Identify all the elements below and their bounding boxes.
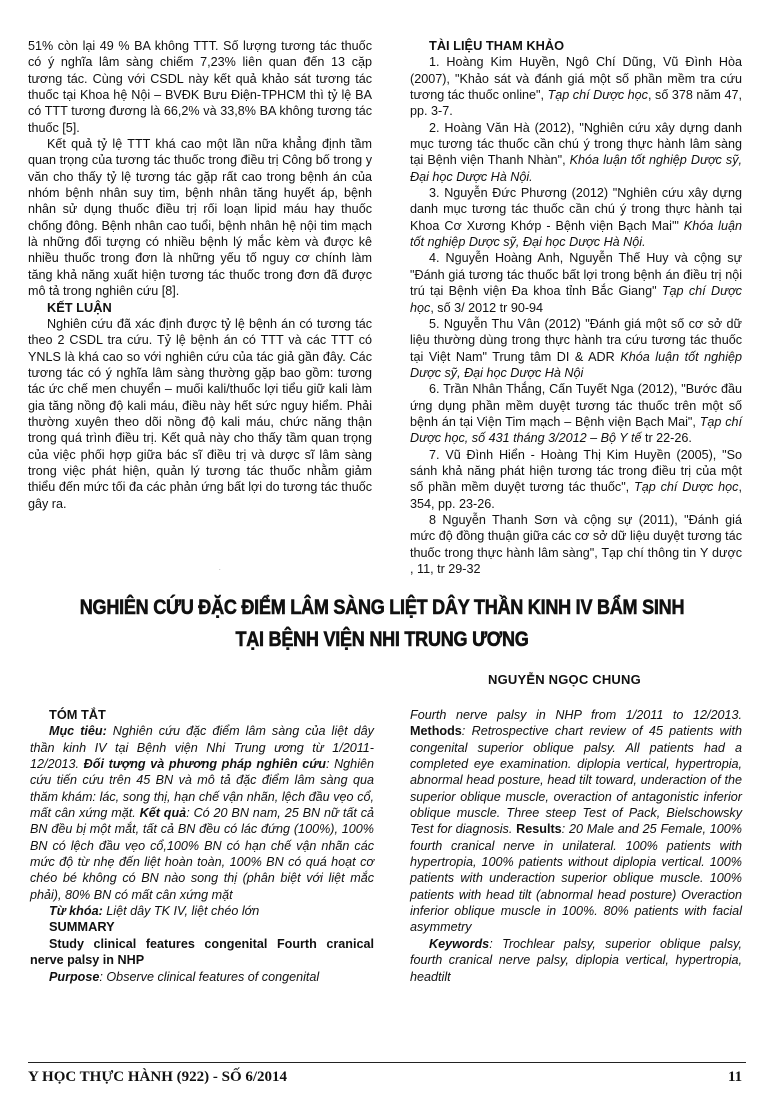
text-run: : Observe clinical features of congenital bbox=[99, 969, 320, 984]
text-run: KẾT LUẬN bbox=[47, 299, 112, 315]
text-run: Kết quả bbox=[139, 806, 187, 821]
paragraph bbox=[30, 723, 374, 903]
text-run: Nghiên cứu đặc điểm lâm sàng của liệt dây thần kinh IV tại Bệnh viện Nhi Trung ương từ 1/2011- 12/2013. bbox=[30, 724, 374, 772]
text-run: : Nghiên cứu tiến cứu trên 45 BN và mô tả đặc điểm lâm sàng qua thăm khám: lác, song thị, hạn chế vận nhãn, lệch đầu vẹo cổ, mất cân xứng mặt. bbox=[30, 757, 374, 821]
paragraph bbox=[410, 447, 742, 512]
text-run: : Có 20 BN nam, 25 BN nữ tất cả BN đều bị một mắt, tất cả BN đều có lác đứng (100%), 100% BN có lệch đầu vẹo cổ,100% BN có hạn chế vận nhãn các mức độ từ nhẹ đến liệt hoàn toàn, 100% BN có quá hoạt cơ chéo bé không có BN nào song thị (phân biệt với liệt mắc phải), 80% BN có mất cân xứng mặt bbox=[30, 806, 375, 902]
paragraph bbox=[30, 969, 374, 985]
paragraph bbox=[410, 936, 742, 985]
text-run: : Trochlear palsy, superior oblique palsy, fourth cranical nerve palsy, diplopia vertical, hypertropia, headtilt bbox=[410, 936, 742, 984]
article-title-line-2: TẠI BỆNH VIỆN NHI TRUNG ƯƠNG bbox=[235, 628, 529, 651]
section-heading bbox=[30, 919, 374, 935]
section-heading bbox=[410, 38, 742, 54]
text-run: Liệt dây TK IV, liệt chéo lớn bbox=[102, 904, 260, 919]
text-run: : 20 Male and 25 Female, 100% fourth cranical nerve in unilateral. 100% patients with hypertropia, 100% patients without diplopia vertical. 100% patients with underaction superior oblique muscle. 100% patients with head tilt (abnormal head posture) Overaction inferior oblique muscle in 100%. 80% patients with facial asymmetry bbox=[410, 822, 742, 935]
text-run: Tạp chí Dược học bbox=[547, 88, 648, 103]
paragraph bbox=[28, 136, 372, 299]
text-run: Mục tiêu: bbox=[49, 724, 107, 739]
text-run: Kết quả tỷ lệ TTT khá cao một lần nữa khẳng định tầm quan trọng của tương tác thuốc trong điều trị Công bố trong y văn cho thấy tỷ lệ tương tác gặp rất cao trong bệnh án của nhóm bệnh nhân suy tim, bệnh nhân tăng huyết áp, bệnh nhân sử dụng thuốc điều trị rối loạn lipid máu hay thuốc chống đông. Bệnh nhân cao tuổi, bệnh nhân hệ nội tim mạch là những đối tượng có nhiều bệnh lý mắc kèm và được kê nhiều thuốc trong đơn là những yếu tố nguy cơ chính làm tăng khả năng xuất hiện tương tác thuốc trong đơn đã được mô tả trong nghiên cứu [8]. bbox=[28, 137, 372, 299]
previous-article-discussion-column bbox=[28, 38, 372, 512]
text-run: : Retrospective chart review of 45 patients with congenital superior oblique palsy. All patients had a completed eye examination. diplopia vertical, hypertropia, abnormal head posture, head tilt toward, underaction of the superior oblique muscle, overaction of antagonistic inferior oblique muscle. Three steep Test of Pack, Bielschowsky Test for diagnosis. bbox=[410, 724, 742, 837]
text-run: 5. Nguyễn Thu Vân (2012) "Đánh giá một số cơ sở dữ liệu thường dùng trong thực hành tra cứu tương tác thuốc tại Việt Nam" Trung tâm DI & ADR bbox=[410, 316, 742, 364]
text-run: Từ khóa: bbox=[49, 904, 103, 919]
text-run: , số 378 năm 47, pp. 3-7. bbox=[410, 88, 742, 119]
footer-divider bbox=[28, 1062, 746, 1063]
text-run: 2. Hoàng Văn Hà (2012), "Nghiên cứu xây dựng danh mục tương tác thuốc cần chú ý trong thực hành lâm sàng tại Bệnh viện Thanh Nhàn", bbox=[410, 120, 742, 168]
article-title bbox=[53, 592, 710, 656]
text-run: Keywords bbox=[429, 936, 490, 951]
text-run: SUMMARY bbox=[49, 919, 115, 935]
text-run: Results bbox=[516, 822, 562, 837]
scan-speck: . bbox=[219, 566, 221, 572]
text-run: 7. Vũ Đình Hiển - Hoàng Thị Kim Huyền (2005), "So sánh khả năng phát hiện tương tác trong điều trị của một số phần mềm duyệt tương tác thuốc", bbox=[410, 447, 742, 495]
page-number: 11 bbox=[728, 1069, 743, 1085]
text-run: Tạp chí Dược học bbox=[410, 284, 742, 315]
english-summary-column bbox=[410, 707, 742, 985]
text-run: 6. Trần Nhân Thắng, Cấn Tuyết Nga (2012), "Bước đầu ứng dụng phần mềm duyệt tương tác thuốc trên một số bệnh án tại Viện Tim mạch – Bệnh viện Bạch Mai", bbox=[410, 382, 742, 429]
paragraph bbox=[410, 54, 742, 119]
text-run: Study clinical features congenital Fourth cranical nerve palsy in NHP bbox=[30, 936, 374, 968]
paragraph bbox=[410, 707, 742, 936]
text-run: 51% còn lại 49 % BA không TTT. Số lượng tương tác thuốc có ý nghĩa lâm sàng chiếm 7,23% liên quan đến 13 cặp tương tác. Cùng với CSDL này kết quả khảo sát tương tác thuốc tại Khoa hệ Nội – BVĐK Bưu Điện-TPHCM thì tỷ lệ BA có TTT tương đương là 66,2% và 33,8% BA không tương tác thuốc [5]. bbox=[28, 39, 372, 135]
text-run: Methods bbox=[410, 724, 462, 739]
paragraph bbox=[410, 120, 742, 185]
paragraph bbox=[28, 38, 372, 136]
section-heading bbox=[30, 707, 374, 723]
paragraph bbox=[30, 936, 374, 969]
references-column bbox=[410, 38, 742, 577]
text-run: Tạp chí Dược học, số 431 tháng 3/2012 – Bộ Y tế bbox=[410, 414, 742, 446]
paragraph bbox=[410, 316, 742, 381]
paragraph bbox=[30, 903, 374, 919]
article-author: NGUYỄN NGỌC CHUNG bbox=[488, 672, 641, 687]
text-run: TÓM TẮT bbox=[49, 707, 106, 722]
paragraph bbox=[410, 512, 742, 577]
text-run: tr 22-26. bbox=[641, 431, 692, 446]
text-run: Purpose bbox=[49, 969, 100, 984]
article-title-line-1: NGHIÊN CỨU ĐẶC ĐIỂM LÂM SÀNG LIỆT DÂY THẦN KINH IV BẨM SINH bbox=[79, 596, 685, 619]
text-run: Khóa luận tốt nghiệp Dược sỹ, Đại học Dược Hà Nội. bbox=[410, 153, 742, 184]
footer-journal-issue: Y HỌC THỰC HÀNH (922) - SỐ 6/2014 bbox=[28, 1069, 288, 1085]
paragraph bbox=[410, 250, 742, 315]
text-run: Đối tượng và phương pháp nghiên cứu bbox=[83, 757, 326, 772]
text-run: , 354, pp. 23-26. bbox=[410, 480, 742, 511]
vietnamese-abstract-column bbox=[30, 707, 374, 985]
paragraph bbox=[410, 381, 742, 446]
paragraph bbox=[28, 316, 372, 512]
text-run: Fourth nerve palsy in NHP from 1/2011 to 12/2013. bbox=[410, 708, 742, 722]
section-heading bbox=[28, 300, 372, 316]
paragraph bbox=[410, 185, 742, 250]
text-run: Khóa luận tốt nghiệp Dược sỹ, Đại học Dược Hà Nội bbox=[410, 349, 742, 380]
text-run: Nghiên cứu đã xác định được tỷ lệ bệnh án có tương tác theo 2 CSDL tra cứu. Tỷ lệ bệnh án có TTT và các TTT có YNLS là khá cao so với nghiên cứu của tác giả gần đây. Các tương tác có ý nghĩa lâm sàng thường gặp bao gồm: tương tác ức chế men chuyển – muối kali/thuốc lợi tiểu giữ kali làm gia tăng nồng độ kali máu, điều này hết sức nguy hiểm. Phải thường xuyên theo dõi nồng độ kali máu, chức năng thận trong quá trình điều trị. Kết quả này cho thấy tầm quan trọng của việc phối hợp giữa bác sĩ điều trị và dược sĩ lâm sàng trong việc phát hiện, quản lý tương tác thuốc nhằm giảm thiểu đến mức tối đa các phản ứng bất lợi do tương tác thuốc gây ra. bbox=[28, 316, 372, 511]
text-run: Tạp chí Dược học bbox=[634, 480, 739, 495]
text-run: , số 3/ 2012 tr 90-94 bbox=[430, 300, 544, 315]
text-run: TÀI LIỆU THAM KHẢO bbox=[429, 38, 565, 53]
text-run: 8 Nguyễn Thanh Sơn và cộng sự (2011), "Đánh giá mức độ đồng thuận giữa các cơ sở dữ liệu duyệt tương tác thuốc trong thực hành lâm sàng", Tạp chí thông tin Y dược , 11, tr 29-32 bbox=[410, 512, 742, 576]
text-run: 1. Hoàng Kim Huyền, Ngô Chí Dũng, Vũ Đình Hòa (2007), "Khảo sát và đánh giá một số phần mềm tra cứu tương tác thuốc online", bbox=[410, 55, 742, 103]
text-run: 3. Nguyễn Đức Phương (2012) "Nghiên cứu xây dựng danh mục tương tác thuốc cần chú ý trong thực hành tại Khoa Cơ Xương Khớp - Bệnh viện Bạch Mai'" bbox=[410, 186, 742, 233]
text-run: 4. Nguyễn Hoàng Anh, Nguyễn Thế Huy và cộng sự "Đánh giá tương tác thuốc bất lợi trong bệnh án điều trị nội trú tại Bệnh viện Đa khoa tỉnh Bắc Giang" bbox=[410, 251, 742, 299]
text-run: Khóa luận tốt nghiệp Dược sỹ, Đại học Dược Hà Nội. bbox=[410, 218, 742, 250]
